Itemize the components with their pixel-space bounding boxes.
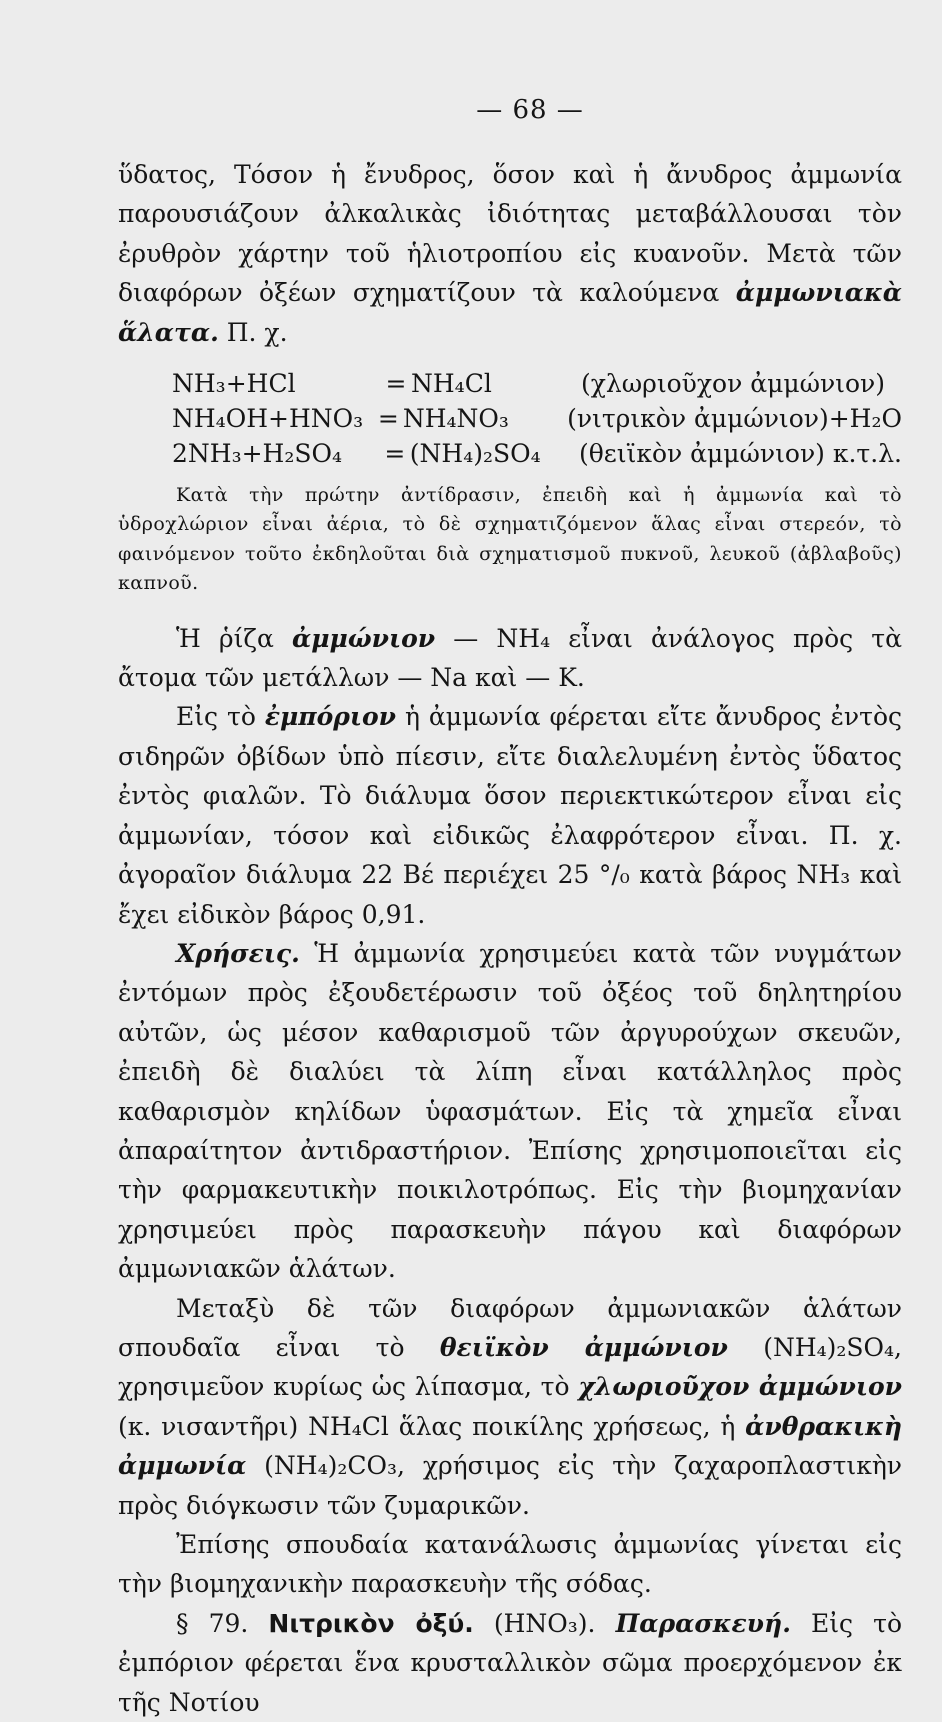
salts-text-c: (κ. νισαντῆρι) NH₄Cl ἅλας ποικίλης χρήσεως, ἡ	[118, 1411, 736, 1441]
equation-row	[172, 401, 902, 436]
trade-text-start: Εἰς τὸ	[176, 702, 256, 732]
section-number: § 79.	[176, 1608, 249, 1638]
equals-sign: =	[377, 404, 399, 434]
section-title: Νιτρικὸν ὀξύ.	[268, 1608, 474, 1638]
uses-paragraph	[118, 934, 902, 1289]
root-paragraph	[118, 619, 902, 698]
reaction-equations	[172, 366, 902, 471]
ammonium-term: ἀμμώνιον	[292, 623, 436, 653]
root-text-start: Ἡ ῥίζα	[176, 623, 274, 653]
equals-sign: =	[384, 439, 406, 469]
equation-reactants: NH₄OH+HNO₃	[172, 404, 364, 434]
product-name: (χλωριοῦχον ἀμμώνιον)	[581, 369, 885, 399]
section-text: Εἰς τὸ ἐμπόριον φέρεται ἕνα κρυσταλλικὸν σῶμα προερχόμενον ἐκ τῆς Νοτίου	[118, 1608, 903, 1717]
page-number: — 68 —	[476, 95, 584, 125]
salts-text-a: Μεταξὺ δὲ τῶν διαφόρων ἀμμωνιακῶν ἁλάτων σπουδαῖα εἶναι τὸ	[118, 1293, 902, 1362]
intro-paragraph	[118, 155, 902, 352]
product-name: (νιτρικὸν ἀμμώνιον)+H₂O	[567, 404, 902, 434]
trade-text-end: ἡ ἀμμωνία φέρεται εἴτε ἄνυδρος ἐντὸς σιδηρῶν ὀβίδων ὑπὸ πίεσιν, εἴτε διαλελυμένη ἐντὸς ὕδατος ἐντὸς φιαλῶν. Τὸ διάλυμα ὅσον περιεκτικώτερον εἶναι εἰς ἀμμωνίαν, τόσον καὶ εἰδικῶς ἐλαφρότερον εἶναι. Π. χ. ἀγοραῖον διάλυμα 22 Βέ περιέχει 25 °/₀ κατὰ βάρος NH₃ καὶ ἔχει εἰδικὸν βάρος 0,91.	[118, 702, 902, 929]
equation-reactants: NH₃+HCl	[172, 369, 296, 399]
small-print-note: Κατὰ τὴν πρώτην ἀντίδρασιν, ἐπειδὴ καὶ ἡ ἀμμωνία καὶ τὸ ὑδροχλώριον εἶναι ἀέρια, τὸ δὲ σχηματιζόμενον ἅλας εἶναι στερεόν, τὸ φαινόμενον τοῦτο ἐκδηλοῦται διὰ σχηματισμοῦ πυκνοῦ, λευκοῦ (ἀβλαβοῦς) καπνοῦ.	[118, 484, 902, 595]
salts-paragraph	[118, 1289, 902, 1525]
equals-sign: =	[385, 369, 407, 399]
equation-product: NH₄Cl	[411, 369, 492, 399]
product-name: (θειϊκὸν ἀμμώνιον) κ.τ.λ.	[578, 439, 902, 469]
salts-text-d: (NH₄)₂CO₃, χρήσιμος εἰς τὴν ζαχαροπλαστικὴν πρὸς διόγκωσιν τῶν ζυμαρικῶν.	[118, 1451, 902, 1520]
intro-text: ὕδατος, Τόσον ἡ ἔνυδρος, ὅσον καὶ ἡ ἄνυδρος ἀμμωνία παρουσιάζουν ἀλκαλικὰς ἰδιότητας μεταβάλλουσαι τὸν ἐρυθρὸν χάρτην τοῦ ἡλιοτροπίου εἰς κυανοῦν. Μετὰ τῶν διαφόρων ὀξέων σχηματίζουν τὰ καλούμενα	[118, 160, 902, 308]
equation-reactants: 2NH₃+H₂SO₄	[172, 439, 343, 469]
intro-tail: Π. χ.	[226, 317, 288, 347]
uses-heading: Χρήσεις.	[176, 938, 300, 968]
preparation-heading: Παρασκευή.	[615, 1608, 791, 1638]
equation-row	[172, 366, 902, 401]
equation-product: (NH₄)₂SO₄	[409, 439, 541, 469]
equation-product: NH₄NO₃	[402, 404, 509, 434]
uses-text: Ἡ ἀμμωνία χρησιμεύει κατὰ τῶν νυγμάτων ἐντόμων πρὸς ἐξουδετέρωσιν τοῦ ὀξέος τοῦ δηλητηρίου αὐτῶν, ὡς μέσον καθαρισμοῦ τῶν ἀργυρούχων σκευῶν, ἐπειδὴ δὲ διαλύει τὰ λίπη εἶναι κατάλληλος πρὸς καθαρισμὸν κηλίδων ὑφασμάτων. Εἰς τὰ χημεῖα εἶναι ἀπαραίτητον ἀντιδραστήριον. Ἐπίσης χρησιμοποιεῖται εἰς τὴν φαρμακευτικὴν ποικιλοτρόπως. Εἰς τὴν βιομηχανίαν χρησιμεύει πρὸς παρασκευὴν πάγου καὶ διαφόρων ἀμμωνιακῶν ἁλάτων.	[118, 938, 902, 1284]
ammonium-chloride-term: χλωριοῦχον ἀμμώνιον	[578, 1372, 902, 1402]
equation-row	[172, 436, 902, 471]
section-79-paragraph	[118, 1604, 902, 1722]
ammonium-salts-term: ἀμμωνιακὰ ἅλατα.	[118, 278, 902, 347]
trade-paragraph	[118, 697, 902, 933]
section-formula: (HNO₃).	[493, 1608, 596, 1638]
soda-paragraph: Ἐπίσης σπουδαία κατανάλωσις ἀμμωνίας γίνεται εἰς τὴν βιομηχανικὴν παρασκευὴν τῆς σόδας.	[118, 1530, 902, 1599]
ammonium-sulfate-term: θειϊκὸν ἀμμώνιον	[439, 1332, 728, 1362]
salts-text-b: (NH₄)₂SO₄, χρησιμεῦον κυρίως ὡς λίπασμα, τὸ	[118, 1332, 903, 1402]
ammonium-carbonate-term: ἀνθρακικὴ ἀμμωνία	[118, 1411, 902, 1481]
trade-term: ἐμπόριον	[264, 702, 397, 732]
root-text-end: — NH₄ εἶναι ἀνάλογος πρὸς τὰ ἄτομα τῶν μετάλλων — Na καὶ — K.	[118, 623, 902, 693]
